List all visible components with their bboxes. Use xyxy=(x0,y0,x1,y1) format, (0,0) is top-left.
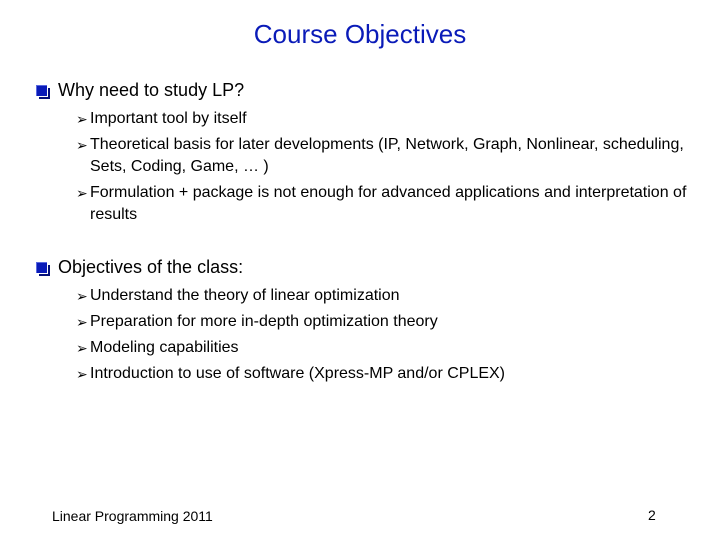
bullet-list xyxy=(76,285,696,385)
section-why-study-lp xyxy=(36,78,696,230)
list-item xyxy=(76,363,696,385)
square-bullet-icon xyxy=(36,85,47,96)
list-item-text: Formulation + package is not enough for advanced applications and interpretation of results xyxy=(90,184,687,223)
arrow-bullet-icon: ➢ xyxy=(76,366,88,382)
list-item-text: Understand the theory of linear optimization xyxy=(90,287,400,304)
slide-title: Course Objectives xyxy=(253,19,467,49)
list-item-text: Introduction to use of software (Xpress-MP and/or CPLEX) xyxy=(90,365,506,382)
list-item xyxy=(76,337,696,359)
list-item-text: Preparation for more in-depth optimization theory xyxy=(90,313,438,330)
list-item xyxy=(76,134,696,178)
list-item-text: Modeling capabilities xyxy=(90,339,239,356)
arrow-bullet-icon: ➢ xyxy=(76,314,88,330)
arrow-bullet-icon: ➢ xyxy=(76,137,88,153)
list-item xyxy=(76,311,696,333)
section-heading: Why need to study LP? xyxy=(58,80,245,100)
section-heading-row xyxy=(36,78,696,102)
list-item-text: Theoretical basis for later developments (IP, Network, Graph, Nonlinear, scheduling, Sets, Coding, Game, … ) xyxy=(90,136,684,175)
page-number: 2 xyxy=(648,507,656,523)
section-heading: Objectives of the class: xyxy=(58,257,244,277)
arrow-bullet-icon: ➢ xyxy=(76,111,88,127)
bullet-list xyxy=(76,108,696,226)
section-class-objectives xyxy=(36,255,696,389)
section-heading-row xyxy=(36,255,696,279)
arrow-bullet-icon: ➢ xyxy=(76,185,88,201)
list-item xyxy=(76,182,696,226)
arrow-bullet-icon: ➢ xyxy=(76,288,88,304)
list-item-text: Important tool by itself xyxy=(90,110,247,127)
square-bullet-icon xyxy=(36,262,47,273)
list-item xyxy=(76,285,696,307)
arrow-bullet-icon: ➢ xyxy=(76,340,88,356)
footer-course-name: Linear Programming 2011 xyxy=(52,508,213,524)
list-item xyxy=(76,108,696,130)
